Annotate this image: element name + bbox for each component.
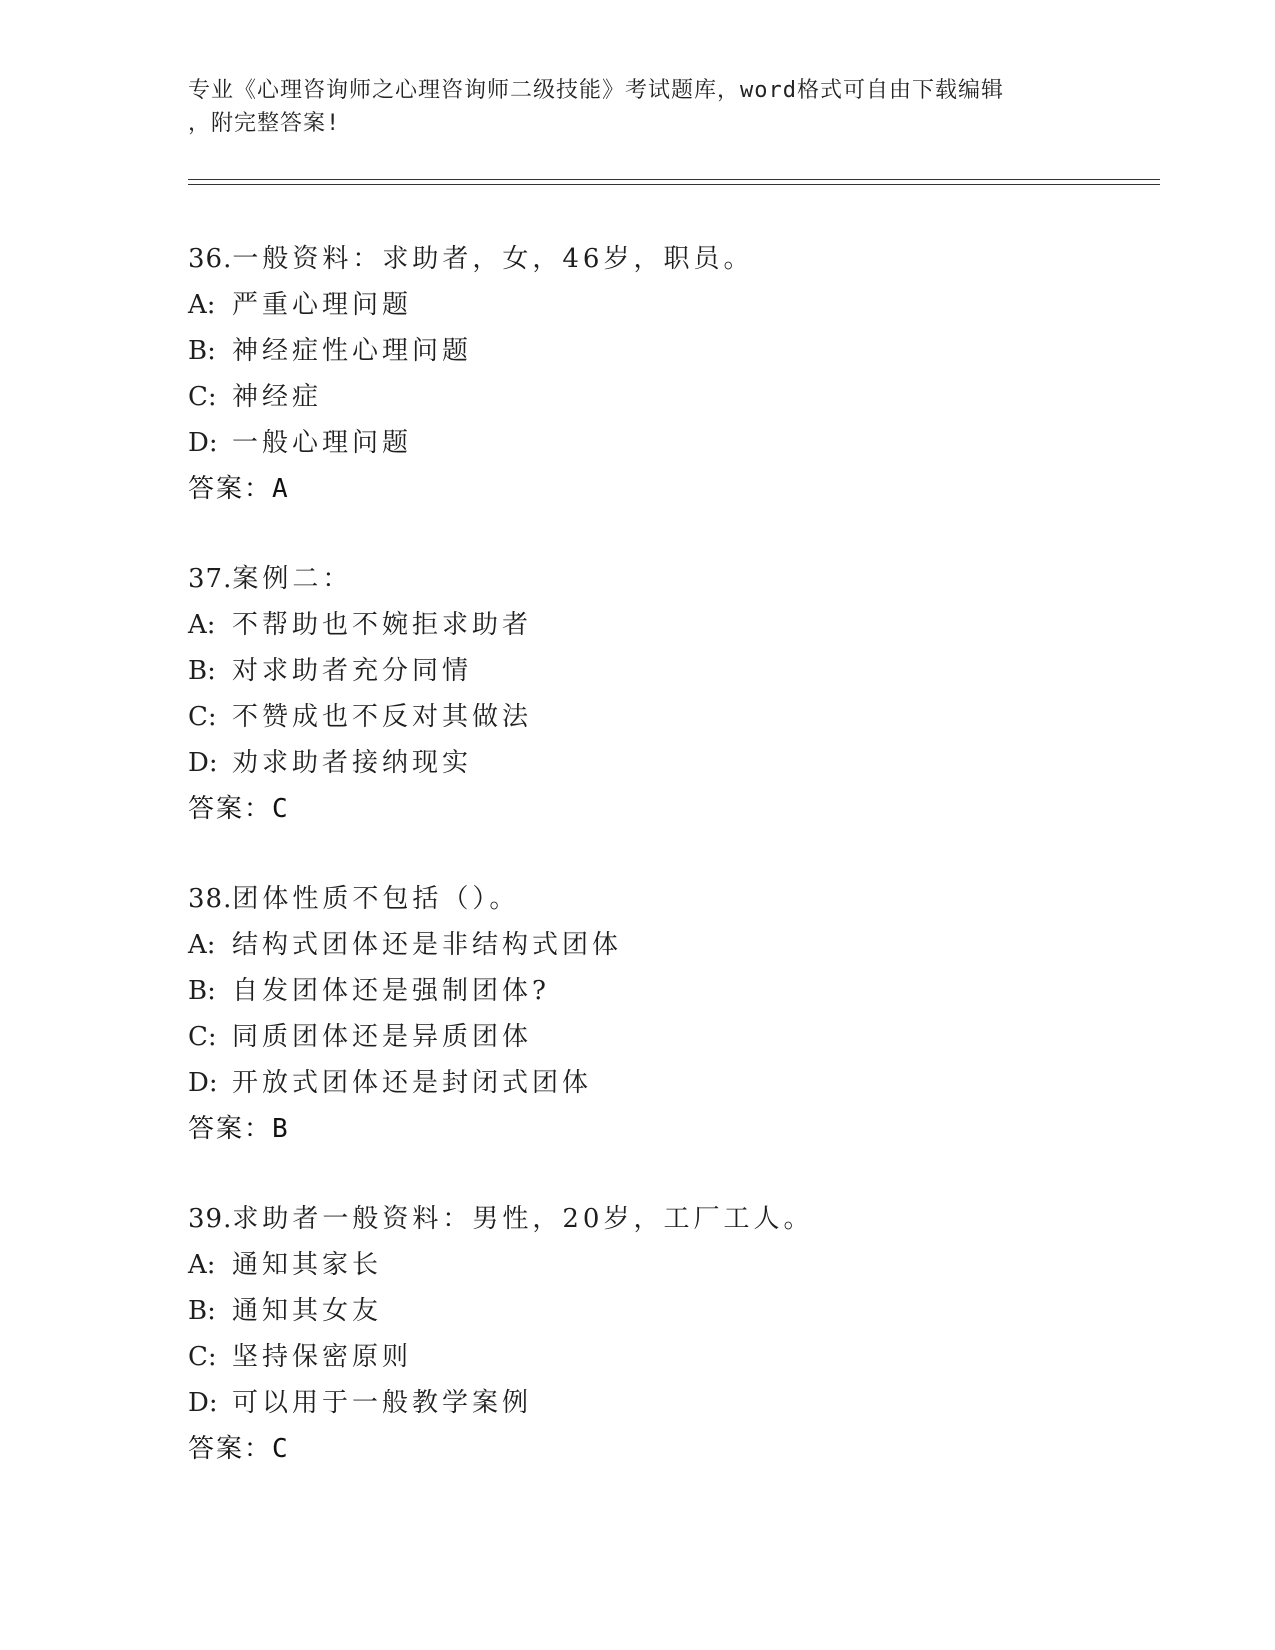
option-text: 严重心理问题 — [232, 290, 413, 320]
option-key: B: — [188, 1296, 216, 1326]
option-c — [188, 694, 1148, 740]
question-text: 案例二： — [232, 564, 353, 594]
option-key: A: — [188, 290, 216, 320]
question-text: 团体性质不包括（）。 — [232, 884, 520, 914]
question-38 — [188, 876, 1148, 1152]
answer-line — [188, 1426, 1148, 1472]
header-divider-bottom — [188, 184, 1160, 185]
option-a — [188, 1242, 1148, 1288]
option-key: D: — [188, 748, 218, 778]
option-key: B: — [188, 976, 216, 1006]
question-39 — [188, 1196, 1148, 1472]
option-text: 劝求助者接纳现实 — [232, 748, 473, 778]
question-number: 37. — [188, 564, 233, 594]
option-b — [188, 1288, 1148, 1334]
option-text: 一般心理问题 — [232, 428, 413, 458]
option-d — [188, 740, 1148, 786]
question-spacer — [188, 1152, 1148, 1196]
option-d — [188, 1060, 1148, 1106]
option-a — [188, 922, 1148, 968]
option-text: 不帮助也不婉拒求助者 — [232, 610, 533, 640]
option-b — [188, 648, 1148, 694]
option-key: D: — [188, 1388, 218, 1418]
question-number: 39. — [188, 1204, 233, 1234]
answer-value: C — [272, 794, 288, 824]
question-37 — [188, 556, 1148, 832]
option-key: A: — [188, 1250, 216, 1280]
answer-label: 答案： — [188, 1114, 273, 1144]
option-key: A: — [188, 930, 216, 960]
option-key: D: — [188, 1068, 218, 1098]
question-number: 38. — [188, 884, 233, 914]
option-text: 通知其女友 — [232, 1296, 383, 1326]
option-key: C: — [188, 1342, 217, 1372]
option-text: 开放式团体还是封闭式团体 — [232, 1068, 593, 1098]
option-key: A: — [188, 610, 216, 640]
question-spacer — [188, 512, 1148, 556]
question-36 — [188, 236, 1148, 512]
question-stem — [188, 556, 1148, 602]
header-divider-top — [188, 179, 1160, 180]
header-line-2: ，附完整答案! — [188, 111, 341, 136]
option-key: D: — [188, 428, 218, 458]
option-text: 通知其家长 — [232, 1250, 383, 1280]
option-c — [188, 1334, 1148, 1380]
option-text: 不赞成也不反对其做法 — [232, 702, 533, 732]
answer-line — [188, 1106, 1148, 1152]
option-key: B: — [188, 336, 216, 366]
answer-value: A — [272, 474, 288, 504]
header-line-1: 专业《心理咨询师之心理咨询师二级技能》考试题库，word格式可自由下载编辑 — [188, 78, 1004, 103]
option-key: C: — [188, 702, 217, 732]
option-text: 坚持保密原则 — [232, 1342, 413, 1372]
option-d — [188, 1380, 1148, 1426]
question-number: 36. — [188, 244, 233, 274]
answer-label: 答案： — [188, 1434, 273, 1464]
question-text: 求助者一般资料：男性，20岁，工厂工人。 — [232, 1204, 814, 1234]
answer-line — [188, 786, 1148, 832]
option-text: 结构式团体还是非结构式团体 — [232, 930, 623, 960]
option-key: B: — [188, 656, 216, 686]
option-a — [188, 602, 1148, 648]
option-text: 可以用于一般教学案例 — [232, 1388, 533, 1418]
option-text: 同质团体还是异质团体 — [232, 1022, 533, 1052]
answer-label: 答案： — [188, 794, 273, 824]
answer-value: B — [272, 1114, 288, 1144]
option-key: C: — [188, 382, 217, 412]
question-stem — [188, 876, 1148, 922]
option-a — [188, 282, 1148, 328]
question-spacer — [188, 832, 1148, 876]
option-key: C: — [188, 1022, 217, 1052]
document-header — [188, 74, 1088, 140]
option-b — [188, 328, 1148, 374]
question-stem — [188, 236, 1148, 282]
answer-line — [188, 466, 1148, 512]
option-c — [188, 1014, 1148, 1060]
answer-label: 答案： — [188, 474, 273, 504]
question-list — [188, 236, 1148, 1472]
option-text: 对求助者充分同情 — [232, 656, 473, 686]
option-b — [188, 968, 1148, 1014]
option-text: 自发团体还是强制团体? — [232, 976, 550, 1006]
option-c — [188, 374, 1148, 420]
option-text: 神经症性心理问题 — [232, 336, 473, 366]
option-d — [188, 420, 1148, 466]
option-text: 神经症 — [232, 382, 323, 412]
question-stem — [188, 1196, 1148, 1242]
answer-value: C — [272, 1434, 288, 1464]
question-text: 一般资料：求助者，女，46岁，职员。 — [232, 244, 754, 274]
